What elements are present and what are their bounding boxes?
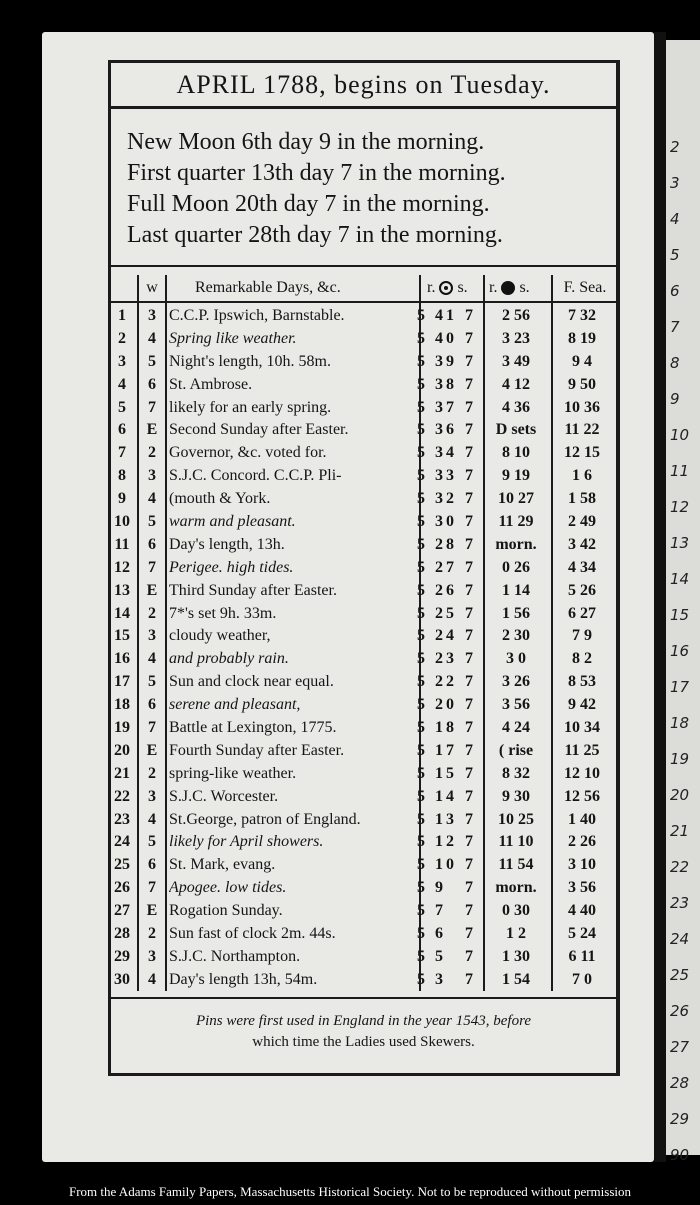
weekday-cell: 6: [148, 375, 156, 393]
weekday-cell: 7: [148, 558, 156, 576]
margin-number: 3: [670, 174, 680, 192]
sun-set-cell: 7: [465, 856, 473, 874]
header-full-sea: F. Sea.: [563, 279, 607, 296]
weekday-cell: 5: [148, 513, 156, 531]
remark-cell: cloudy weather,: [169, 627, 271, 645]
remark-cell: spring-like weather.: [169, 764, 297, 782]
sun-set-cell: 7: [465, 352, 473, 370]
sun-icon: [439, 281, 453, 295]
sun-rise-cell: 5 33: [417, 467, 457, 485]
full-sea-cell: 6 11: [568, 947, 596, 965]
moon-cell: 10 27: [498, 490, 534, 508]
remark-cell: Governor, &c. voted for.: [169, 444, 327, 462]
sun-set-cell: 7: [465, 650, 473, 668]
moon-phase-line: First quarter 13th day 7 in the morning.: [127, 160, 506, 186]
remark-cell: St. Ambrose.: [169, 375, 253, 393]
sun-rise-cell: 5 30: [417, 513, 457, 531]
moon-phases: [127, 127, 607, 251]
sun-rise-cell: 5 25: [417, 604, 457, 622]
remark-cell: (mouth & York.: [169, 490, 271, 508]
weekday-cell: 3: [148, 467, 156, 485]
sun-rise-cell: 5 23: [417, 650, 457, 668]
sun-set-cell: 7: [465, 970, 473, 988]
full-sea-cell: 7 32: [568, 307, 596, 324]
header-moon-set: s.: [519, 279, 530, 296]
sun-rise-cell: 5 20: [417, 696, 457, 714]
day-cell: 15: [114, 627, 130, 645]
sun-set-cell: 7: [465, 879, 473, 897]
full-sea-cell: 2 26: [568, 833, 596, 851]
table-row: [111, 694, 616, 717]
weekday-cell: E: [146, 421, 158, 439]
moon-icon: [501, 281, 515, 295]
sun-set-cell: 7: [465, 741, 473, 759]
margin-number: 11: [670, 462, 690, 480]
sun-set-cell: 7: [465, 833, 473, 851]
day-cell: 30: [114, 970, 130, 988]
sun-set-cell: 7: [465, 513, 473, 531]
day-cell: 8: [118, 467, 126, 485]
moon-cell: 1 30: [502, 947, 530, 965]
full-sea-cell: 1 40: [568, 810, 596, 828]
full-sea-cell: 5 26: [568, 581, 596, 599]
margin-number: 16: [670, 642, 690, 660]
weekday-cell: 4: [148, 329, 156, 347]
sun-rise-cell: 5 38: [417, 375, 457, 393]
weekday-cell: E: [146, 581, 158, 599]
weekday-cell: E: [146, 902, 158, 920]
remark-cell: likely for an early spring.: [169, 398, 332, 416]
moon-cell: 1 14: [502, 581, 530, 599]
header-weekday: w: [146, 279, 158, 296]
remark-cell: Spring like weather.: [169, 329, 297, 347]
sun-rise-cell: 5 6: [417, 925, 446, 943]
full-sea-cell: 3 42: [568, 535, 596, 553]
header-day: [109, 275, 135, 301]
sun-rise-cell: 5 13: [417, 810, 457, 828]
sun-set-cell: 7: [465, 558, 473, 576]
weekday-cell: 5: [148, 833, 156, 851]
day-cell: 22: [114, 787, 130, 805]
sun-rise-cell: 5 28: [417, 535, 457, 553]
table-row: [111, 511, 616, 534]
full-sea-cell: 10 34: [564, 719, 600, 737]
sun-set-cell: 7: [465, 604, 473, 622]
remark-cell: Second Sunday after Easter.: [169, 421, 349, 439]
header-sun: [427, 275, 483, 301]
day-cell: 1: [118, 307, 126, 324]
day-cell: 14: [114, 604, 130, 622]
sun-rise-cell: 5 36: [417, 421, 457, 439]
day-cell: 11: [114, 535, 130, 553]
remark-cell: Fourth Sunday after Easter.: [169, 741, 345, 759]
full-sea-cell: 4 40: [568, 902, 596, 920]
full-sea-cell: 1 6: [572, 467, 592, 485]
moon-cell: 3 23: [502, 329, 530, 347]
remark-cell: St. Mark, evang.: [169, 856, 276, 874]
header-sun-set: s.: [457, 279, 468, 296]
full-sea-cell: 11 22: [564, 421, 600, 439]
sun-rise-cell: 5 9: [417, 879, 446, 897]
moon-cell: 11 54: [498, 856, 534, 874]
full-sea-cell: 2 49: [568, 513, 596, 531]
moon-cell: 4 12: [502, 375, 530, 393]
moon-phase-line: New Moon 6th day 9 in the morning.: [127, 129, 485, 155]
day-cell: 23: [114, 810, 130, 828]
weekday-cell: 3: [148, 787, 156, 805]
remark-cell: Sun and clock near equal.: [169, 673, 334, 691]
table-bottom-rule: [111, 997, 616, 999]
weekday-cell: 5: [148, 673, 156, 691]
moon-cell: morn.: [495, 879, 537, 897]
full-sea-cell: 7 9: [572, 627, 592, 645]
margin-number: 10: [670, 426, 690, 444]
day-cell: 20: [114, 741, 130, 759]
table-row: [111, 328, 616, 351]
header-rule: [111, 301, 616, 303]
table-row: [111, 397, 616, 420]
sun-rise-cell: 5 41: [417, 307, 457, 324]
day-cell: 16: [114, 650, 130, 668]
sun-set-cell: 7: [465, 787, 473, 805]
weekday-cell: 2: [148, 764, 156, 782]
full-sea-cell: 3 10: [568, 856, 596, 874]
weekday-cell: 7: [148, 719, 156, 737]
day-cell: 27: [114, 902, 130, 920]
full-sea-cell: 1 58: [568, 490, 596, 508]
day-cell: 25: [114, 856, 130, 874]
full-sea-cell: 12 15: [564, 444, 600, 462]
day-cell: 26: [114, 879, 130, 897]
footnote-line: which time the Ladies used Skewers.: [252, 1034, 475, 1050]
margin-number: 19: [670, 750, 690, 768]
table-row: [111, 557, 616, 580]
margin-number: 5: [670, 246, 680, 264]
remark-cell: St.George, patron of England.: [169, 810, 361, 828]
table-row: [111, 854, 616, 877]
margin-number: 26: [670, 1002, 690, 1020]
sun-rise-cell: 5 5: [417, 947, 446, 965]
day-cell: 13: [114, 581, 130, 599]
sun-set-cell: 7: [465, 696, 473, 714]
header-sun-rise: r.: [427, 279, 436, 296]
remark-cell: Apogee. low tides.: [169, 879, 287, 897]
sun-rise-cell: 5 10: [417, 856, 457, 874]
full-sea-cell: 10 36: [564, 398, 600, 416]
remark-cell: Day's length, 13h.: [169, 535, 285, 553]
margin-number: 7: [670, 318, 680, 336]
sun-set-cell: 7: [465, 925, 473, 943]
table-row: [111, 603, 616, 626]
footnote-line: Pins were first used in England in the year 1543, before: [195, 1013, 532, 1029]
moon-cell: 1 54: [502, 970, 530, 988]
weekday-cell: 4: [148, 650, 156, 668]
table-row: [111, 488, 616, 511]
margin-number: 90: [670, 1146, 690, 1164]
full-sea-cell: 12 56: [564, 787, 600, 805]
moon-cell: 9 19: [502, 467, 530, 485]
sun-rise-cell: 5 22: [417, 673, 457, 691]
moon-cell: 4 24: [502, 719, 530, 737]
sun-set-cell: 7: [465, 307, 473, 324]
weekday-cell: 2: [148, 444, 156, 462]
sun-set-cell: 7: [465, 535, 473, 553]
moon-cell: 10 25: [498, 810, 534, 828]
sun-set-cell: 7: [465, 719, 473, 737]
table-row: [111, 351, 616, 374]
weekday-cell: 4: [148, 810, 156, 828]
header-moon: [489, 275, 549, 301]
day-cell: 17: [114, 673, 130, 691]
margin-number: 27: [670, 1038, 690, 1056]
almanac-frame: [108, 60, 620, 1076]
full-sea-cell: 9 42: [568, 696, 596, 714]
full-sea-cell: 7 0: [572, 970, 592, 988]
calendar-table: [111, 305, 616, 992]
weekday-cell: 3: [148, 947, 156, 965]
table-row: [111, 717, 616, 740]
margin-number: 22: [670, 858, 690, 876]
adjacent-page-margin: [666, 40, 700, 1164]
moon-cell: 2 30: [502, 627, 530, 645]
sun-rise-cell: 5 15: [417, 764, 457, 782]
margin-number: 28: [670, 1074, 690, 1092]
remark-cell: Night's length, 10h. 58m.: [169, 352, 331, 370]
table-row: [111, 648, 616, 671]
day-cell: 21: [114, 764, 130, 782]
table-row: [111, 465, 616, 488]
day-cell: 2: [118, 329, 126, 347]
sun-set-cell: 7: [465, 947, 473, 965]
full-sea-cell: 8 2: [572, 650, 592, 668]
moon-cell: D sets: [495, 421, 537, 439]
weekday-cell: 3: [148, 307, 156, 324]
weekday-cell: 7: [148, 879, 156, 897]
weekday-cell: 6: [148, 696, 156, 714]
sun-rise-cell: 5 7: [417, 902, 446, 920]
sun-set-cell: 7: [465, 902, 473, 920]
sun-rise-cell: 5 14: [417, 787, 457, 805]
margin-number: 24: [670, 930, 690, 948]
moon-cell: 3 26: [502, 673, 530, 691]
moon-cell: 8 10: [502, 444, 530, 462]
moon-cell: 3 49: [502, 352, 530, 370]
margin-number: 8: [670, 354, 680, 372]
remark-cell: S.J.C. Worcester.: [169, 787, 279, 805]
moon-cell: 8 32: [502, 764, 530, 782]
sun-rise-cell: 5 37: [417, 398, 457, 416]
remark-cell: Perigee. high tides.: [169, 558, 294, 576]
day-cell: 10: [114, 513, 130, 531]
page-title: APRIL 1788, begins on Tuesday.: [111, 63, 616, 109]
full-sea-cell: 9 50: [568, 375, 596, 393]
header-moon-rise: r.: [489, 279, 498, 296]
table-row: [111, 740, 616, 763]
sun-set-cell: 7: [465, 329, 473, 347]
table-row: [111, 900, 616, 923]
margin-number: 25: [670, 966, 690, 984]
full-sea-cell: 12 10: [564, 764, 600, 782]
table-row: [111, 534, 616, 557]
sun-rise-cell: 5 32: [417, 490, 457, 508]
remark-cell: Rogation Sunday.: [169, 902, 283, 920]
weekday-cell: 4: [148, 490, 156, 508]
sun-set-cell: 7: [465, 421, 473, 439]
table-row: [111, 786, 616, 809]
sun-rise-cell: 5 17: [417, 741, 457, 759]
full-sea-cell: 4 34: [568, 558, 596, 576]
day-cell: 19: [114, 719, 130, 737]
table-row: [111, 580, 616, 603]
remark-cell: likely for April showers.: [169, 833, 324, 851]
header-remarks: Remarkable Days, &c.: [195, 279, 341, 296]
table-row: [111, 831, 616, 854]
remark-cell: 7*'s set 9h. 33m.: [169, 604, 277, 622]
day-cell: 24: [114, 833, 130, 851]
moon-cell: 9 30: [502, 787, 530, 805]
margin-number: 21: [670, 822, 690, 840]
table-row: [111, 442, 616, 465]
table-row: [111, 305, 616, 328]
moon-cell: 4 36: [502, 398, 530, 416]
day-cell: 3: [118, 352, 126, 370]
remark-cell: Third Sunday after Easter.: [169, 581, 337, 599]
sun-set-cell: 7: [465, 398, 473, 416]
remark-cell: and probably rain.: [169, 650, 289, 668]
remark-cell: serene and pleasant,: [169, 696, 301, 714]
table-row: [111, 877, 616, 900]
sun-set-cell: 7: [465, 444, 473, 462]
sun-rise-cell: 5 39: [417, 352, 457, 370]
weekday-cell: 3: [148, 627, 156, 645]
sun-rise-cell: 5 24: [417, 627, 457, 645]
sun-set-cell: 7: [465, 810, 473, 828]
margin-number: 18: [670, 714, 690, 732]
day-cell: 6: [118, 421, 126, 439]
sun-set-cell: 7: [465, 490, 473, 508]
sun-rise-cell: 5 3: [417, 970, 446, 988]
sun-set-cell: 7: [465, 764, 473, 782]
sun-set-cell: 7: [465, 581, 473, 599]
table-row: [111, 946, 616, 969]
moon-phase-line: Last quarter 28th day 7 in the morning.: [127, 222, 503, 248]
sun-set-cell: 7: [465, 375, 473, 393]
sun-rise-cell: 5 27: [417, 558, 457, 576]
book-spine: [654, 32, 666, 1162]
table-row: [111, 809, 616, 832]
sun-rise-cell: 5 18: [417, 719, 457, 737]
table-row: [111, 923, 616, 946]
moon-cell: 1 56: [502, 604, 530, 622]
moon-cell: 0 26: [502, 558, 530, 576]
margin-number: 13: [670, 534, 690, 552]
weekday-cell: 6: [148, 535, 156, 553]
table-row: [111, 625, 616, 648]
table-top-rule: [111, 265, 616, 267]
weekday-cell: 4: [148, 970, 156, 988]
full-sea-cell: 9 4: [572, 352, 592, 370]
weekday-cell: 2: [148, 604, 156, 622]
weekday-cell: 2: [148, 925, 156, 943]
day-cell: 5: [118, 398, 126, 416]
margin-number: 14: [670, 570, 690, 588]
margin-number: 9: [670, 390, 680, 408]
full-sea-cell: 11 25: [564, 741, 600, 759]
sun-set-cell: 7: [465, 673, 473, 691]
sun-set-cell: 7: [465, 467, 473, 485]
day-cell: 12: [114, 558, 130, 576]
remark-cell: C.C.P. Ipswich, Barnstable.: [169, 307, 345, 324]
margin-number: 2: [670, 138, 680, 156]
table-row: [111, 671, 616, 694]
sun-rise-cell: 5 12: [417, 833, 457, 851]
moon-phase-line: Full Moon 20th day 7 in the morning.: [127, 191, 490, 217]
full-sea-cell: 8 19: [568, 329, 596, 347]
sun-rise-cell: 5 40: [417, 329, 457, 347]
day-cell: 28: [114, 925, 130, 943]
moon-cell: 11 10: [498, 833, 534, 851]
margin-number: 6: [670, 282, 680, 300]
sun-set-cell: 7: [465, 627, 473, 645]
sun-rise-cell: 5 34: [417, 444, 457, 462]
footnote: [111, 1011, 616, 1053]
table-row: [111, 419, 616, 442]
margin-number: 4: [670, 210, 680, 228]
margin-number: 17: [670, 678, 690, 696]
margin-number: 23: [670, 894, 690, 912]
full-sea-cell: 6 27: [568, 604, 596, 622]
table-row: [111, 374, 616, 397]
moon-cell: 11 29: [498, 513, 534, 531]
margin-number: 20: [670, 786, 690, 804]
margin-number: 15: [670, 606, 690, 624]
remark-cell: Sun fast of clock 2m. 44s.: [169, 925, 336, 943]
full-sea-cell: 8 53: [568, 673, 596, 691]
margin-number: 29: [670, 1110, 690, 1128]
weekday-cell: 5: [148, 352, 156, 370]
moon-cell: 3 0: [506, 650, 526, 668]
remark-cell: S.J.C. Concord. C.C.P. Pli-: [169, 467, 342, 485]
remark-cell: Day's length 13h, 54m.: [169, 970, 318, 988]
weekday-cell: 6: [148, 856, 156, 874]
full-sea-cell: 5 24: [568, 925, 596, 943]
archive-caption: From the Adams Family Papers, Massachusetts Historical Society. Not to be reproduced without permission: [68, 1184, 632, 1199]
table-row: [111, 969, 616, 992]
day-cell: 9: [118, 490, 126, 508]
moon-cell: ( rise: [498, 741, 534, 759]
remark-cell: S.J.C. Northampton.: [169, 947, 301, 965]
weekday-cell: E: [146, 741, 158, 759]
table-row: [111, 763, 616, 786]
day-cell: 18: [114, 696, 130, 714]
full-sea-cell: 3 56: [568, 879, 596, 897]
day-cell: 4: [118, 375, 126, 393]
day-cell: 7: [118, 444, 126, 462]
weekday-cell: 7: [148, 398, 156, 416]
sun-rise-cell: 5 26: [417, 581, 457, 599]
moon-cell: morn.: [495, 535, 537, 553]
moon-cell: 1 2: [506, 925, 526, 943]
remark-cell: Battle at Lexington, 1775.: [169, 719, 337, 737]
moon-cell: 2 56: [502, 307, 530, 324]
moon-cell: 3 56: [502, 696, 530, 714]
margin-number: 12: [670, 498, 690, 516]
moon-cell: 0 30: [502, 902, 530, 920]
remark-cell: warm and pleasant.: [169, 513, 296, 531]
day-cell: 29: [114, 947, 130, 965]
